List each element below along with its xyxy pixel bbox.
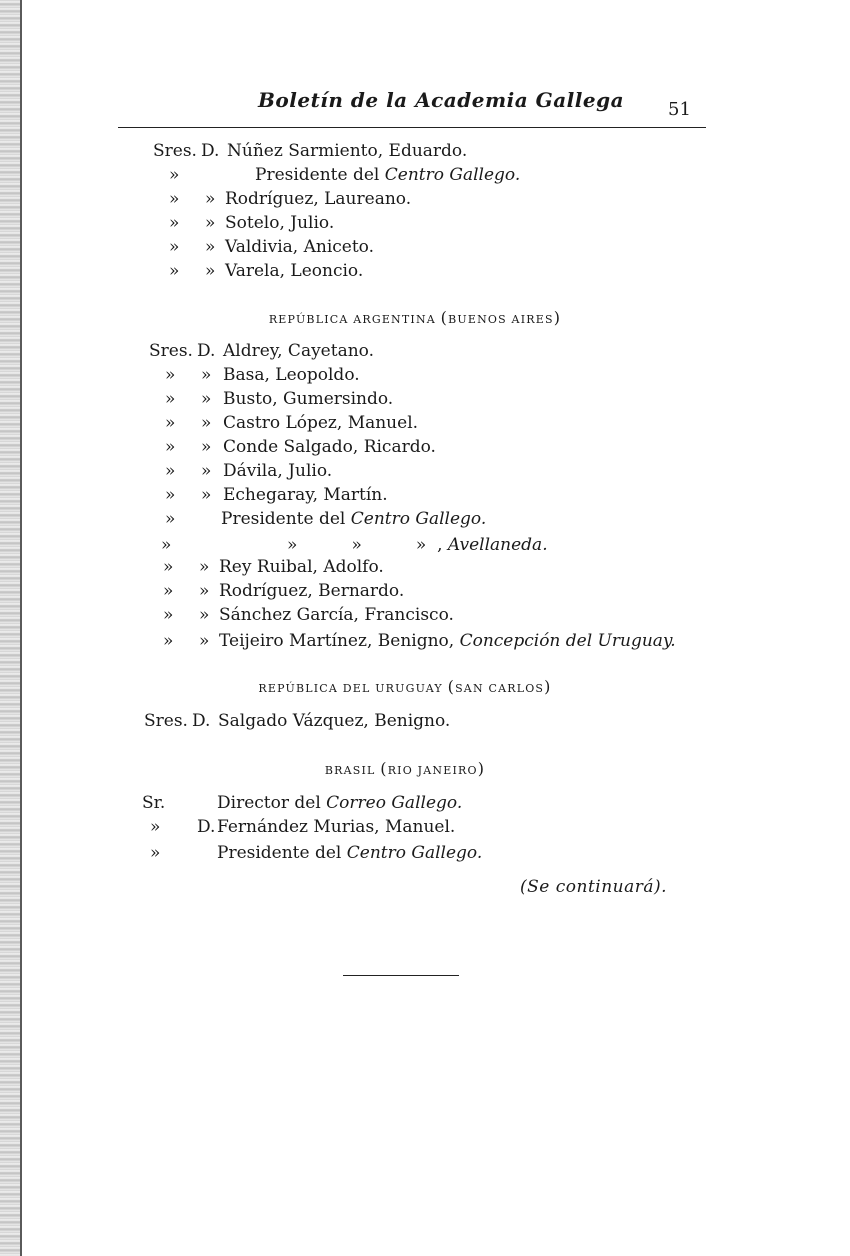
book-binding-edge bbox=[0, 0, 22, 1256]
section-heading-uruguay: REPÚBLICA DEL URUGUAY (SAN CARLOS) bbox=[258, 677, 552, 696]
header-rule bbox=[118, 127, 706, 128]
end-rule bbox=[343, 975, 459, 976]
section-heading-argentina: REPÚBLICA ARGENTINA (BUENOS AIRES) bbox=[268, 308, 562, 327]
running-head: Boletín de la Academia Gallega bbox=[258, 88, 625, 112]
section-heading-brasil: BRASIL (RIO JANEIRO) bbox=[324, 759, 486, 778]
continuation-note: (Se continuará). bbox=[520, 877, 668, 897]
page-number: 51 bbox=[668, 99, 691, 120]
page-header bbox=[0, 0, 850, 130]
